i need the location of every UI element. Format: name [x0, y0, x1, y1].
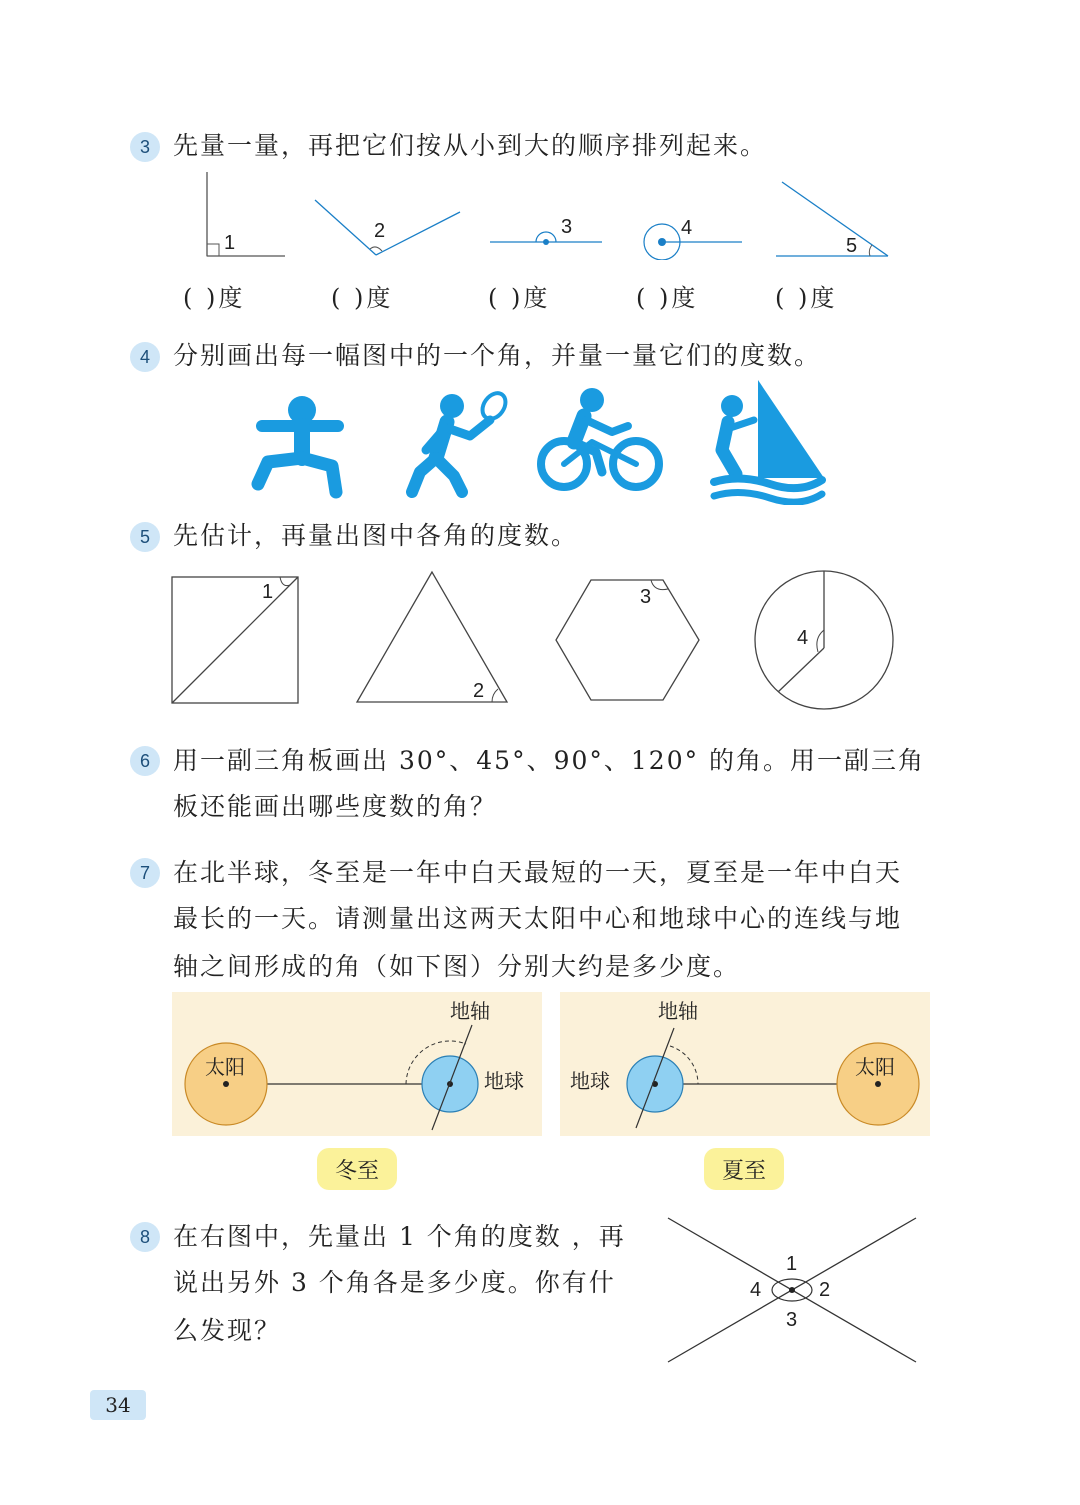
earth-label: 地球 — [484, 1069, 524, 1093]
angle-label-3: 3 — [786, 1309, 798, 1331]
page-number: 34 — [90, 1390, 146, 1420]
question-text: 分别画出每一幅图中的一个角，并量一量它们的度数。 — [173, 341, 822, 370]
axis-label: 地轴 — [450, 999, 490, 1023]
question-text-line: 说出另外 3 个角各是多少度。你有什 — [173, 1268, 616, 1297]
winter-solstice-caption: 冬至 — [317, 1148, 397, 1190]
question-text-line: 轴之间形成的角（如下图）分别大约是多少度。 — [173, 952, 741, 981]
summer-solstice-caption: 夏至 — [704, 1148, 784, 1190]
answer-blank[interactable]: ( )度 — [183, 284, 246, 312]
shape-angle-label-4: 4 — [797, 627, 809, 649]
angle-label-1: 1 — [786, 1253, 798, 1275]
cyclist-icon — [541, 388, 659, 487]
axis-label: 地轴 — [658, 999, 698, 1023]
question-number: 8 — [130, 1222, 160, 1252]
shape-angle-label-1: 1 — [262, 581, 274, 603]
angles-figure — [0, 170, 1080, 260]
angle-label-2: 2 — [819, 1279, 831, 1301]
question-text-line: 在右图中，先量出 1 个角的度数 ，再 — [173, 1222, 626, 1251]
question-number: 4 — [130, 342, 160, 372]
question-text-line: 板还能画出哪些度数的角？ — [173, 792, 498, 821]
question-number: 6 — [130, 746, 160, 776]
earth-label: 地球 — [570, 1069, 610, 1093]
intersecting-lines-figure — [660, 1210, 920, 1370]
question-text-line: 最长的一天。请测量出这两天太阳中心和地球中心的连线与地 — [173, 904, 903, 933]
angle-label-1: 1 — [224, 232, 236, 254]
summer-solstice-diagram — [560, 992, 930, 1137]
answer-blank[interactable]: ( )度 — [636, 284, 699, 312]
tennis-player-icon — [412, 389, 510, 492]
shape-angle-label-3: 3 — [640, 586, 652, 608]
angle-label-5: 5 — [846, 235, 858, 257]
shapes-figure — [0, 565, 1080, 715]
question-number: 7 — [130, 858, 160, 888]
winter-solstice-diagram — [172, 992, 542, 1137]
question-text-line: 用一副三角板画出 30°、45°、90°、120° 的角。用一副三角 — [173, 746, 926, 775]
sport-icons — [240, 380, 840, 505]
sun-label: 太阳 — [855, 1055, 895, 1079]
windsurfer-icon — [714, 380, 824, 502]
sun-label: 太阳 — [205, 1055, 245, 1079]
angle-label-4: 4 — [750, 1279, 762, 1301]
answer-blank[interactable]: ( )度 — [331, 284, 394, 312]
answer-blank[interactable]: ( )度 — [775, 284, 838, 312]
angle-label-4: 4 — [681, 217, 693, 239]
question-number: 5 — [130, 522, 160, 552]
angle-label-3: 3 — [561, 216, 573, 238]
angle-label-2: 2 — [374, 220, 386, 242]
person-lunge-icon — [258, 396, 338, 492]
shape-angle-label-2: 2 — [473, 680, 485, 702]
question-text: 先量一量，再把它们按从小到大的顺序排列起来。 — [173, 131, 768, 160]
question-number: 3 — [130, 132, 160, 162]
question-text: 先估计，再量出图中各角的度数。 — [173, 521, 579, 550]
question-text-line: 么发现？ — [173, 1316, 282, 1345]
question-text-line: 在北半球，冬至是一年中白天最短的一天，夏至是一年中白天 — [173, 858, 903, 887]
answer-blank[interactable]: ( )度 — [488, 284, 551, 312]
